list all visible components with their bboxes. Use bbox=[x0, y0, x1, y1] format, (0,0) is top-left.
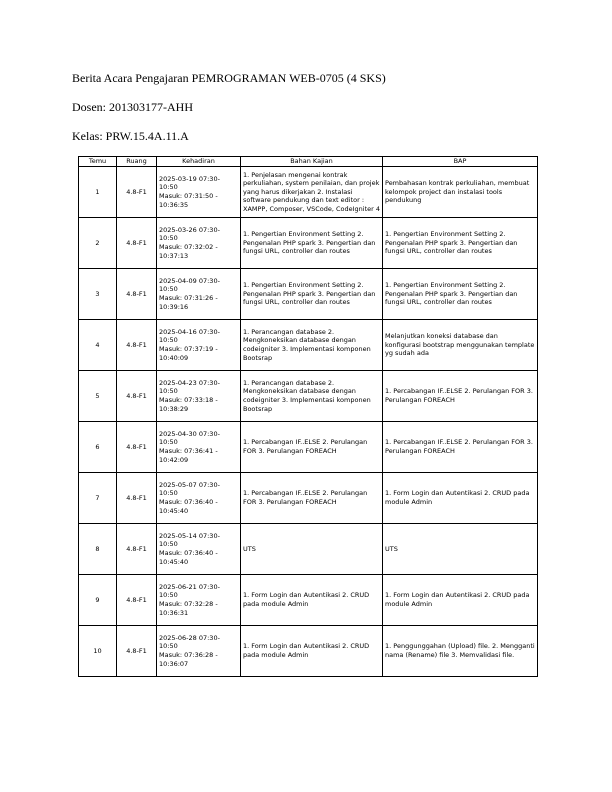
table-header-row bbox=[79, 157, 538, 167]
cell-ruang: 4.8-F1 bbox=[117, 269, 157, 320]
cell-bahan-kajian: 1. Perancangan database 2. Mengkoneksikan database dengan codeigniter 3. Implementasi komponen Bootsrap bbox=[241, 320, 383, 371]
header-bahan-kajian: Bahan Kajian bbox=[241, 157, 383, 167]
kehadiran-line: 10:36:31 bbox=[159, 608, 189, 617]
kehadiran-line: Masuk: 07:36:41 - bbox=[159, 447, 218, 455]
header-temu: Temu bbox=[79, 157, 117, 167]
cell-bap: Melanjutkan koneksi database dan konfigurasi bootstrap menggunakan template yg sudah ada bbox=[383, 320, 538, 371]
cell-temu: 5 bbox=[79, 371, 117, 422]
cell-temu: 3 bbox=[79, 269, 117, 320]
cell-ruang: 4.8-F1 bbox=[117, 524, 157, 575]
cell-bap: UTS bbox=[383, 524, 538, 575]
table-row bbox=[79, 269, 538, 320]
kehadiran-line: 2025-04-09 07:30- bbox=[159, 276, 220, 285]
table-row bbox=[79, 218, 538, 269]
cell-kehadiran bbox=[157, 524, 241, 575]
kehadiran-line: 10:45:40 bbox=[159, 557, 189, 566]
cell-bap: 1. Form Login dan Autentikasi 2. CRUD pada module Admin bbox=[383, 575, 538, 626]
cell-kehadiran bbox=[157, 167, 241, 218]
kehadiran-line: Masuk: 07:31:26 - bbox=[159, 294, 218, 302]
kehadiran-line: Masuk: 07:36:40 - bbox=[159, 498, 218, 506]
cell-bahan-kajian: 1. Perancangan database 2. Mengkoneksikan database dengan codeigniter 3. Implementasi komponen Bootsrap bbox=[241, 371, 383, 422]
cell-kehadiran bbox=[157, 575, 241, 626]
kehadiran-line: 2025-04-23 07:30- bbox=[159, 378, 220, 387]
kehadiran-line: 10:50 bbox=[159, 438, 178, 447]
kehadiran-line: 10:38:29 bbox=[159, 404, 189, 413]
table-row bbox=[79, 320, 538, 371]
cell-ruang: 4.8-F1 bbox=[117, 320, 157, 371]
cell-temu: 10 bbox=[79, 626, 117, 677]
kehadiran-line: 10:50 bbox=[159, 387, 178, 396]
kehadiran-line: 10:36:35 bbox=[159, 200, 189, 209]
cell-kehadiran bbox=[157, 320, 241, 371]
table-row bbox=[79, 422, 538, 473]
header-kehadiran: Kehadiran bbox=[157, 157, 241, 167]
kehadiran-line: 10:50 bbox=[159, 336, 178, 345]
cell-ruang: 4.8-F1 bbox=[117, 371, 157, 422]
kehadiran-line: 2025-06-21 07:30- bbox=[159, 582, 220, 591]
kehadiran-line: Masuk: 07:33:18 - bbox=[159, 396, 218, 404]
header-ruang: Ruang bbox=[117, 157, 157, 167]
lecturer-line: Dosen: 201303177-AHH bbox=[72, 100, 193, 114]
cell-kehadiran bbox=[157, 218, 241, 269]
cell-kehadiran bbox=[157, 269, 241, 320]
kehadiran-line: 10:36:07 bbox=[159, 659, 189, 668]
cell-kehadiran bbox=[157, 371, 241, 422]
kehadiran-line: 10:39:16 bbox=[159, 302, 189, 311]
cell-temu: 1 bbox=[79, 167, 117, 218]
cell-temu: 8 bbox=[79, 524, 117, 575]
kehadiran-line: 2025-03-26 07:30- bbox=[159, 225, 220, 234]
kehadiran-line: 10:42:09 bbox=[159, 455, 189, 464]
kehadiran-line: 2025-04-16 07:30- bbox=[159, 327, 220, 336]
cell-temu: 2 bbox=[79, 218, 117, 269]
cell-bap: 1. Form Login dan Autentikasi 2. CRUD pada module Admin bbox=[383, 473, 538, 524]
kehadiran-line: Masuk: 07:36:28 - bbox=[159, 651, 218, 659]
cell-bap: 1. Percabangan IF..ELSE 2. Perulangan FOR 3. Perulangan FOREACH bbox=[383, 422, 538, 473]
kehadiran-line: 10:40:09 bbox=[159, 353, 189, 362]
kehadiran-line: Masuk: 07:36:40 - bbox=[159, 549, 218, 557]
cell-kehadiran bbox=[157, 473, 241, 524]
cell-bahan-kajian: 1. Pengertian Environment Setting 2. Pengenalan PHP spark 3. Pengertian dan fungsi URL, controller dan routes bbox=[241, 269, 383, 320]
teaching-record-table bbox=[78, 156, 538, 677]
cell-ruang: 4.8-F1 bbox=[117, 575, 157, 626]
table-row bbox=[79, 575, 538, 626]
cell-kehadiran bbox=[157, 626, 241, 677]
kehadiran-line: 10:50 bbox=[159, 234, 178, 243]
table-row bbox=[79, 473, 538, 524]
kehadiran-line: 10:50 bbox=[159, 540, 178, 549]
kehadiran-line: 10:37:13 bbox=[159, 251, 189, 260]
kehadiran-line: 10:45:40 bbox=[159, 506, 189, 515]
table-row bbox=[79, 371, 538, 422]
cell-bahan-kajian: 1. Pengertian Environment Setting 2. Pengenalan PHP spark 3. Pengertian dan fungsi URL, controller dan routes bbox=[241, 218, 383, 269]
cell-temu: 6 bbox=[79, 422, 117, 473]
cell-kehadiran bbox=[157, 422, 241, 473]
kehadiran-line: 10:50 bbox=[159, 489, 178, 498]
cell-temu: 9 bbox=[79, 575, 117, 626]
kehadiran-line: Masuk: 07:37:19 - bbox=[159, 345, 218, 353]
cell-ruang: 4.8-F1 bbox=[117, 218, 157, 269]
cell-temu: 7 bbox=[79, 473, 117, 524]
cell-bap: 1. Pengertian Environment Setting 2. Pengenalan PHP spark 3. Pengertian dan fungsi URL, controller dan routes bbox=[383, 269, 538, 320]
kehadiran-line: 10:50 bbox=[159, 285, 178, 294]
kehadiran-line: 10:50 bbox=[159, 183, 178, 192]
class-line: Kelas: PRW.15.4A.11.A bbox=[72, 129, 189, 143]
table-row bbox=[79, 167, 538, 218]
cell-bap: 1. Percabangan IF..ELSE 2. Perulangan FOR 3. Perulangan FOREACH bbox=[383, 371, 538, 422]
kehadiran-line: Masuk: 07:32:02 - bbox=[159, 243, 218, 251]
cell-ruang: 4.8-F1 bbox=[117, 473, 157, 524]
cell-bahan-kajian: 1. Penjelasan mengenai kontrak perkuliahan, system penilaian, dan projek yang harus dikerjakan 2. Instalasi software pendukung dan text editor : XAMPP, Composer, VSCode, CodeIgniter 4 bbox=[241, 167, 383, 218]
kehadiran-line: 2025-06-28 07:30- bbox=[159, 633, 220, 642]
cell-bahan-kajian: 1. Form Login dan Autentikasi 2. CRUD pada module Admin bbox=[241, 626, 383, 677]
table-row bbox=[79, 626, 538, 677]
kehadiran-line: 2025-03-19 07:30- bbox=[159, 174, 220, 183]
cell-bap: Pembahasan kontrak perkuliahan, membuat kelompok project dan instalasi tools pendukung bbox=[383, 167, 538, 218]
kehadiran-line: 2025-05-07 07:30- bbox=[159, 480, 220, 489]
document-title: Berita Acara Pengajaran PEMROGRAMAN WEB-0705 (4 SKS) bbox=[72, 71, 386, 85]
kehadiran-line: Masuk: 07:32:28 - bbox=[159, 600, 218, 608]
kehadiran-line: 2025-05-14 07:30- bbox=[159, 531, 220, 540]
header-bap: BAP bbox=[383, 157, 538, 167]
cell-temu: 4 bbox=[79, 320, 117, 371]
cell-bap: 1. Penggunggahan (Upload) file. 2. Mengganti nama (Rename) file 3. Memvalidasi file. bbox=[383, 626, 538, 677]
cell-ruang: 4.8-F1 bbox=[117, 626, 157, 677]
kehadiran-line: Masuk: 07:31:50 - bbox=[159, 192, 218, 200]
cell-bahan-kajian: 1. Percabangan IF..ELSE 2. Perulangan FOR 3. Perulangan FOREACH bbox=[241, 473, 383, 524]
cell-bahan-kajian: 1. Form Login dan Autentikasi 2. CRUD pada module Admin bbox=[241, 575, 383, 626]
kehadiran-line: 10:50 bbox=[159, 642, 178, 651]
table-row bbox=[79, 524, 538, 575]
cell-ruang: 4.8-F1 bbox=[117, 167, 157, 218]
cell-bahan-kajian: UTS bbox=[241, 524, 383, 575]
cell-bahan-kajian: 1. Percabangan IF..ELSE 2. Perulangan FOR 3. Perulangan FOREACH bbox=[241, 422, 383, 473]
cell-ruang: 4.8-F1 bbox=[117, 422, 157, 473]
kehadiran-line: 10:50 bbox=[159, 591, 178, 600]
cell-bap: 1. Pengertian Environment Setting 2. Pengenalan PHP spark 3. Pengertian dan fungsi URL, controller dan routes bbox=[383, 218, 538, 269]
kehadiran-line: 2025-04-30 07:30- bbox=[159, 429, 220, 438]
